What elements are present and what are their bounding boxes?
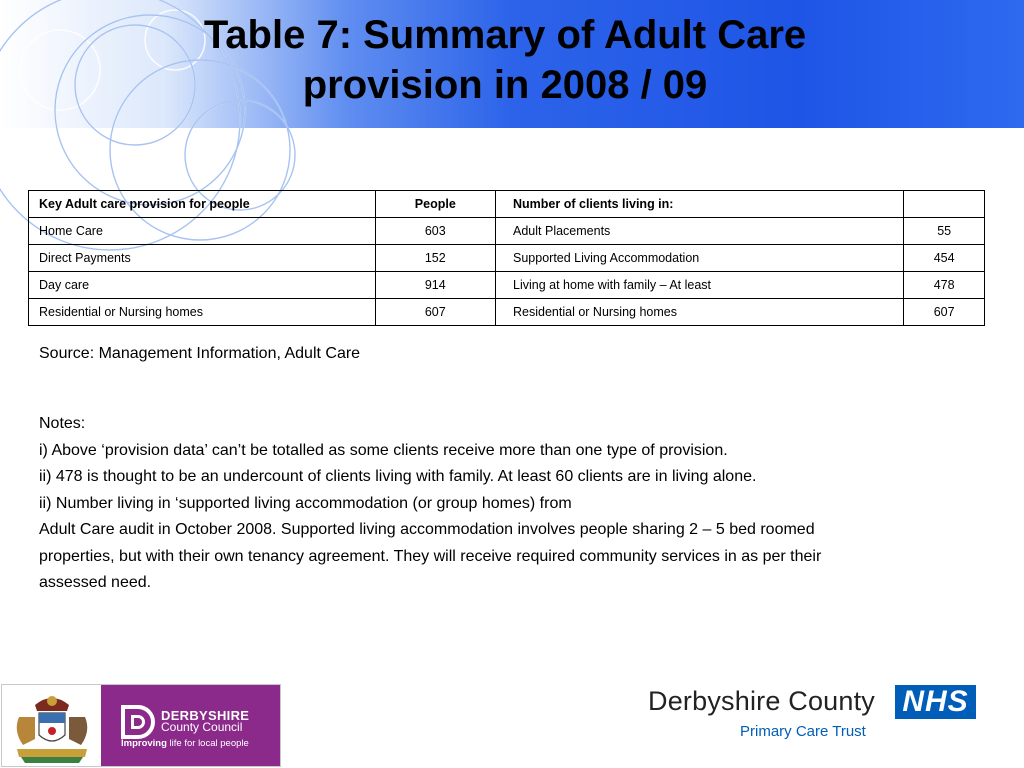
notes-heading: Notes: [39, 415, 86, 432]
table-cell: 478 [904, 272, 985, 299]
table-cell: 152 [375, 245, 495, 272]
table-cell: 454 [904, 245, 985, 272]
header-cell: Key Adult care provision for people [29, 191, 376, 218]
table-row [29, 272, 985, 299]
table-cell: Home Care [29, 218, 376, 245]
title-line-1: Table 7: Summary of Adult Care [203, 13, 807, 57]
source-note: Source: Management Information, Adult Care [39, 345, 361, 362]
title-line-2: provision in 2008 / 09 [302, 63, 708, 107]
note-line: ii) 478 is thought to be an undercount of clients living with family. At least 60 clients are in living alone. [39, 468, 757, 485]
note-line: Adult Care audit in October 2008. Supported living accommodation involves people sharing 2 – 5 bed roomed [39, 521, 815, 538]
header-cell: People [375, 191, 495, 218]
dcc-tagline-bold: Improving [121, 738, 167, 749]
table-cell: Living at home with family – At least [496, 272, 904, 299]
nhs-org-name: Derbyshire County [648, 686, 875, 716]
table-cell: 914 [375, 272, 495, 299]
note-line: ii) Number living in ‘supported living accommodation (or group homes) from [39, 494, 572, 512]
dcc-subtitle: County Council [161, 720, 243, 734]
table-cell: 607 [375, 299, 495, 326]
table-cell: 603 [375, 218, 495, 245]
dcc-name: DERBYSHIRE [161, 708, 250, 723]
note-line: assessed need. [39, 574, 152, 591]
nhs-mark: NHS [895, 685, 976, 719]
header-cell: Number of clients living in: [496, 191, 904, 218]
table-row [29, 218, 985, 245]
summary-table [28, 190, 985, 326]
table-row [29, 299, 985, 326]
table-cell: Residential or Nursing homes [496, 299, 904, 326]
table-cell: Supported Living Accommodation [496, 245, 904, 272]
note-line: i) Above ‘provision data’ can’t be totalled as some clients receive more than one type of provision. [39, 441, 728, 459]
nhs-trust-name: Primary Care Trust [740, 723, 866, 740]
nhs-trust-logo [648, 683, 978, 745]
table-row [29, 245, 985, 272]
table-cell: 55 [904, 218, 985, 245]
table-cell: Residential or Nursing homes [29, 299, 376, 326]
table-cell: Day care [29, 272, 376, 299]
coat-of-arms-icon [5, 687, 99, 764]
table-cell: 607 [904, 299, 985, 326]
notes-block [39, 411, 989, 597]
table-cell: Adult Placements [496, 218, 904, 245]
table-cell: Direct Payments [29, 245, 376, 272]
note-line: properties, but with their own tenancy agreement. They will receive required community services in as per their [39, 547, 822, 565]
dcc-tagline [121, 738, 249, 749]
dcc-brand-panel [101, 685, 280, 766]
page-title [60, 10, 950, 110]
header-cell [904, 191, 985, 218]
table-header-row [29, 191, 985, 218]
derbyshire-county-council-logo [1, 684, 281, 767]
dcc-tagline-rest: life for local people [166, 738, 249, 749]
dcc-d-icon [121, 705, 155, 739]
